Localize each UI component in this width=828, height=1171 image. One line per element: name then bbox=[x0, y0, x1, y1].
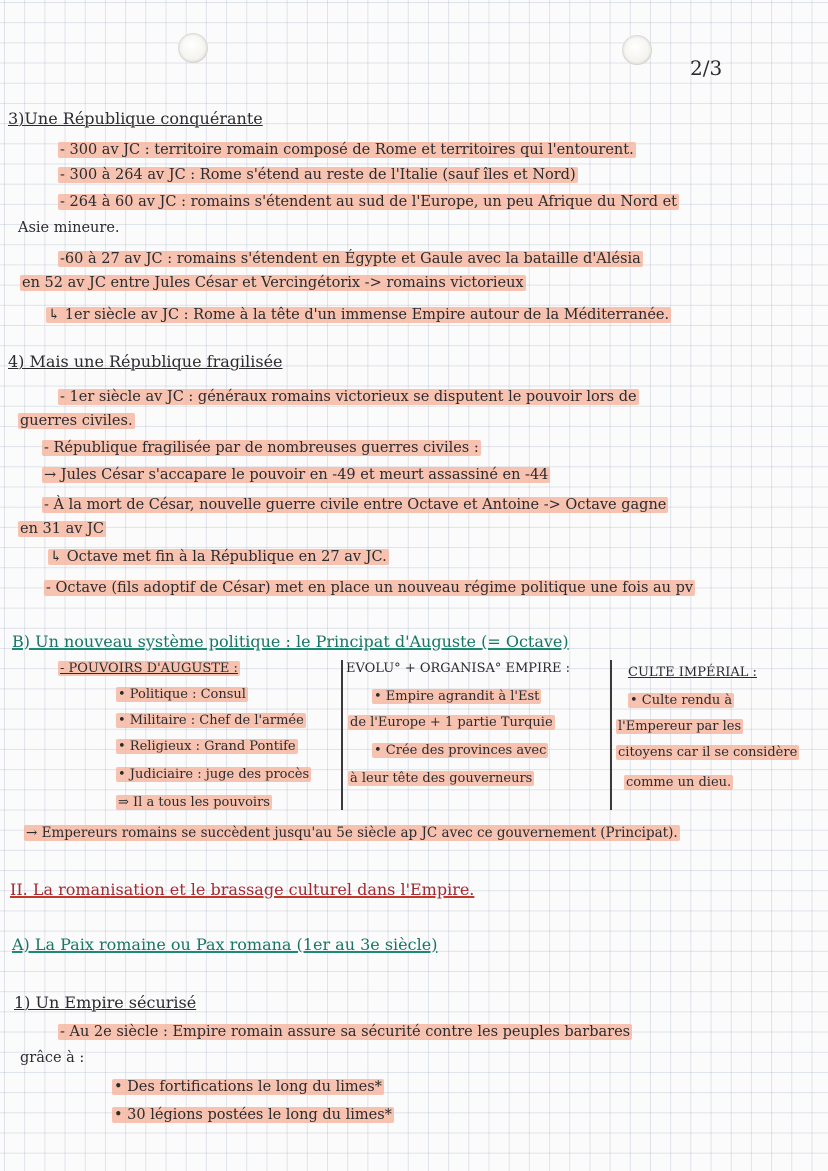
col3-line-2: l'Empereur par les bbox=[618, 719, 742, 734]
s4-line-1b: guerres civiles. bbox=[20, 413, 133, 429]
s3-line-3b: Asie mineure. bbox=[18, 220, 120, 236]
section-b-title: B) Un nouveau système politique : le Principat d'Auguste (= Octave) bbox=[12, 632, 569, 651]
col2-line-1: • Empire agrandit à l'Est bbox=[374, 689, 540, 704]
col2-line-3: • Crée des provinces avec bbox=[374, 743, 547, 758]
s4-line-5: ↳ Octave met fin à la République en 27 av JC. bbox=[50, 549, 387, 565]
s3-line-5: ↳ 1er siècle av JC : Rome à la tête d'un immense Empire autour de la Méditerranée. bbox=[48, 307, 670, 323]
punch-hole-left bbox=[178, 33, 208, 63]
col1-item-4: • Judiciaire : juge des procès bbox=[118, 767, 310, 782]
section-b-conclusion: → Empereurs romains se succèdent jusqu'au 5e siècle ap JC avec ce gouvernement (Principat). bbox=[26, 825, 678, 841]
s4-line-4b: en 31 av JC bbox=[20, 521, 104, 537]
s3-line-1: - 300 av JC : territoire romain composé de Rome et territoires qui l'entourent. bbox=[60, 142, 634, 158]
col2-line-2: de l'Europe + 1 partie Turquie bbox=[350, 715, 553, 730]
col3-line-4: comme un dieu. bbox=[626, 775, 732, 790]
section-4-title: 4) Mais une République fragilisée bbox=[8, 352, 283, 371]
s1-line-1b: grâce à : bbox=[20, 1050, 85, 1066]
s4-line-1: - 1er siècle av JC : généraux romains victorieux se disputent le pouvoir lors de bbox=[60, 389, 637, 405]
s3-line-3: - 264 à 60 av JC : romains s'étendent au sud de l'Europe, un peu Afrique du Nord et bbox=[60, 194, 678, 210]
col1-item-1: • Politique : Consul bbox=[118, 687, 246, 702]
col3-line-1: • Culte rendu à bbox=[630, 693, 733, 708]
s4-line-4: - À la mort de César, nouvelle guerre civile entre Octave et Antoine -> Octave gagne bbox=[44, 497, 667, 513]
column-divider-1 bbox=[341, 660, 343, 810]
col1-item-3: • Religieux : Grand Pontife bbox=[118, 739, 296, 754]
s3-line-2: - 300 à 264 av JC : Rome s'étend au reste de l'Italie (sauf îles et Nord) bbox=[60, 167, 576, 183]
column-divider-2 bbox=[610, 660, 612, 810]
col2-line-4: à leur tête des gouverneurs bbox=[350, 771, 533, 786]
col1-item-2: • Militaire : Chef de l'armée bbox=[118, 713, 304, 728]
subsection-1-title: 1) Un Empire sécurisé bbox=[14, 993, 197, 1012]
page-number: 2/3 bbox=[690, 56, 723, 80]
col1-header: - POUVOIRS D'AUGUSTE : bbox=[60, 661, 238, 676]
s4-line-2: - République fragilisée par de nombreuses guerres civiles : bbox=[44, 440, 479, 456]
section-3-title: 3)Une République conquérante bbox=[8, 109, 263, 128]
s1-line-1: - Au 2e siècle : Empire romain assure sa sécurité contre les peuples barbares bbox=[60, 1024, 631, 1040]
part-2-title: II. La romanisation et le brassage culturel dans l'Empire. bbox=[10, 880, 475, 899]
col3-header: CULTE IMPÉRIAL : bbox=[628, 665, 757, 680]
section-a-title: A) La Paix romaine ou Pax romana (1er au 3e siècle) bbox=[12, 935, 438, 954]
s3-line-4: -60 à 27 av JC : romains s'étendent en Égypte et Gaule avec la bataille d'Alésia bbox=[60, 251, 641, 267]
punch-hole-right bbox=[622, 35, 652, 65]
s1-bullet-1: • Des fortifications le long du limes* bbox=[114, 1079, 382, 1095]
col2-header: EVOLU° + ORGANISA° EMPIRE : bbox=[346, 661, 570, 676]
s3-line-4b: en 52 av JC entre Jules César et Vercingétorix -> romains victorieux bbox=[22, 275, 524, 291]
s4-line-3: → Jules César s'accapare le pouvoir en -49 et meurt assassiné en -44 bbox=[44, 467, 549, 483]
s4-line-6: - Octave (fils adoptif de César) met en place un nouveau régime politique une fois au pv bbox=[46, 580, 694, 596]
s1-bullet-2: • 30 légions postées le long du limes* bbox=[114, 1107, 392, 1123]
col3-line-3: citoyens car il se considère bbox=[618, 745, 798, 760]
col1-conclusion: ⇒ Il a tous les pouvoirs bbox=[118, 795, 270, 810]
